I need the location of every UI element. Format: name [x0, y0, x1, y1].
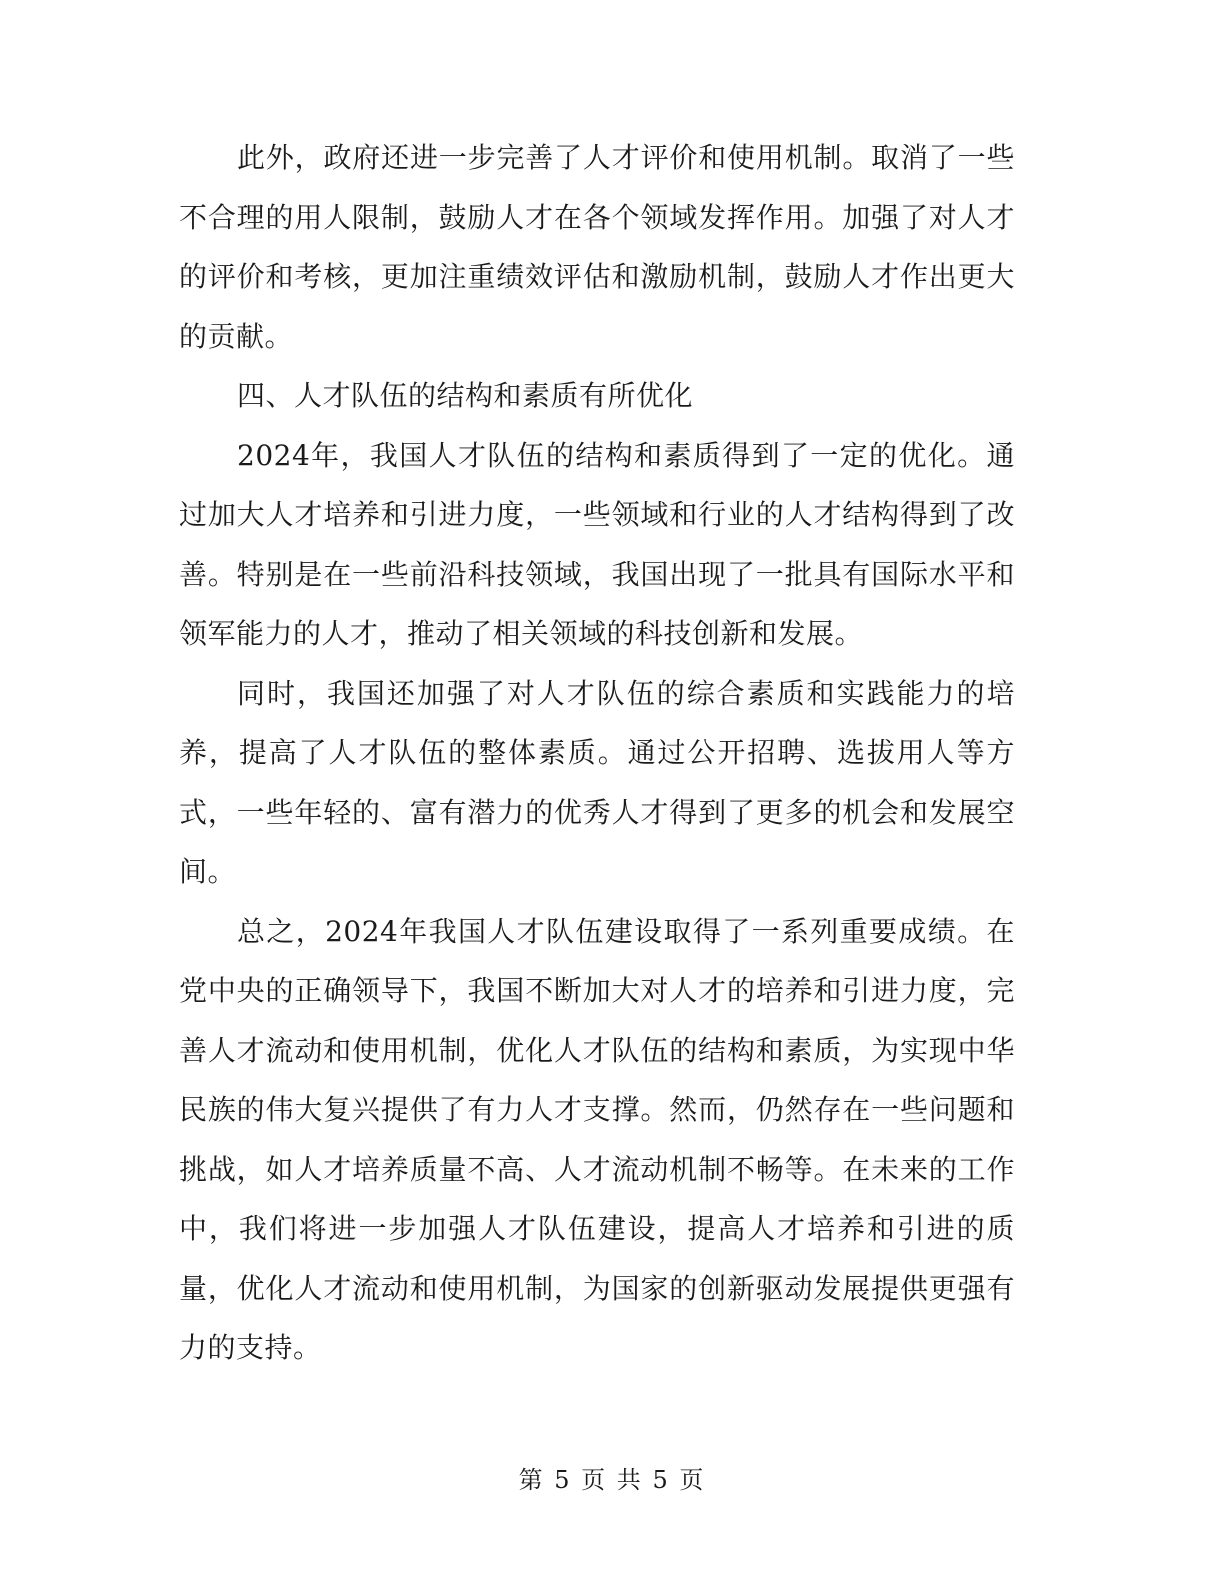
- section-heading-structure-quality: 四、人才队伍的结构和素质有所优化: [237, 379, 694, 412]
- page-number-footer: 第 5 页 共 5 页: [518, 1466, 706, 1494]
- paragraph-structure-optimization: 2024年，我国人才队伍的结构和素质得到了一定的优化。通过加大人才培养和引进力度，一些领域和行业的人才结构得到了改善。特别是在一些前沿科技领域，我国出现了一批具有国际水平和领军能力的人才，推动了相关领域的科技创新和发展。: [179, 438, 1015, 650]
- paragraph-evaluation-mechanism: 此外，政府还进一步完善了人才评价和使用机制。取消了一些不合理的用人限制，鼓励人才在各个领域发挥作用。加强了对人才的评价和考核，更加注重绩效评估和激励机制，鼓励人才作出更大的贡献。: [179, 141, 1015, 353]
- paragraph-comprehensive-quality: 同时，我国还加强了对人才队伍的综合素质和实践能力的培养，提高了人才队伍的整体素质。通过公开招聘、选拔用人等方式，一些年轻的、富有潜力的优秀人才得到了更多的机会和发展空间。: [179, 676, 1015, 888]
- document-body: [179, 128, 1015, 1378]
- paragraph-conclusion: 总之，2024年我国人才队伍建设取得了一系列重要成绩。在党中央的正确领导下，我国不断加大对人才的培养和引进力度，完善人才流动和使用机制，优化人才队伍的结构和素质，为实现中华民族的伟大复兴提供了有力人才支撑。然而，仍然存在一些问题和挑战，如人才培养质量不高、人才流动机制不畅等。在未来的工作中，我们将进一步加强人才队伍建设，提高人才培养和引进的质量，优化人才流动和使用机制，为国家的创新驱动发展提供更强有力的支持。: [179, 914, 1015, 1364]
